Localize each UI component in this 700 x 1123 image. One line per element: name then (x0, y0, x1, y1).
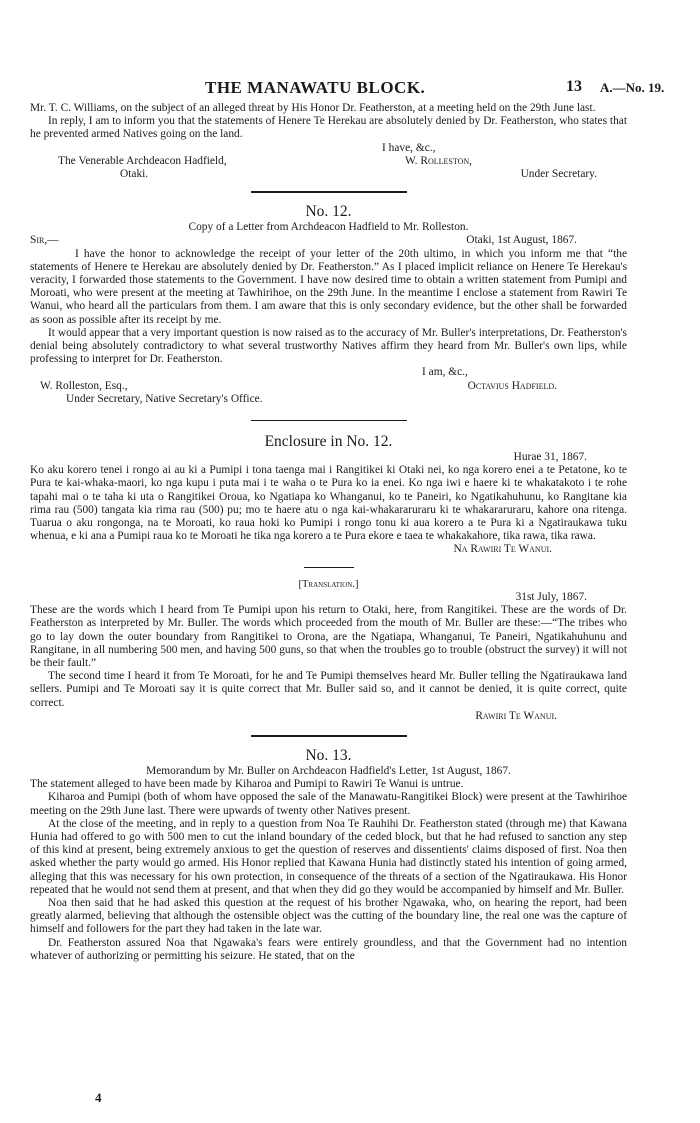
section-heading: Enclosure in No. 12. (264, 433, 393, 451)
signer: Octavius Hadfield. (467, 379, 557, 392)
divider (251, 735, 407, 737)
paragraph: It would appear that a very important question is now raised as to the accuracy of Mr. Buller's interpretations, Dr. Featherston's denial being absolutely contradictory to what several trustworthy Natives affirm they heard from Mr. Buller's own lips, while professing to interpret for Dr. Featherston. (30, 326, 627, 366)
addressee: The Venerable Archdeacon Hadfield, (58, 154, 227, 167)
signer: Rawiri Te Wanui. (475, 709, 557, 722)
signer: Na Rawiri Te Wanui. (453, 543, 552, 556)
divider (251, 420, 407, 421)
addressee: W. Rolleston, Esq., (40, 379, 128, 392)
closing: I am, &c., (422, 366, 468, 379)
addressee-office: Under Secretary, Native Secretary's Office. (66, 392, 263, 405)
salutation-row (30, 234, 627, 247)
divider (304, 567, 354, 568)
salutation: Sir,— (30, 234, 59, 247)
section-subtitle: Memorandum by Mr. Buller on Archdeacon Hadfield's Letter, 1st August, 1867. (146, 764, 511, 777)
translation-date: 31st July, 1867. (515, 590, 587, 603)
translation (30, 578, 627, 723)
paragraph: In reply, I am to inform you that the statements of Henere Te Herekau are absolutely denied by Dr. Featherston, who states that he prevented armed Natives going on the land. (30, 115, 627, 141)
page-header (0, 78, 700, 100)
paragraph: I have the honor to acknowledge the receipt of your letter of the 20th ultimo, in which you inform me that “the statements of Henere te Herekau are absolutely denied by Dr. Featherston.” As I placed implicit reliance on Henere Te Herekau's veracity, I forwarded those statements to the Government. I have now desired time to obtain a written statement from Pumipi and Moroati, who were present at the meeting at Tawhirihoe, on the 29th June. In the meantime I enclose a statement from Rawiri Te Wanui, who heard all the particulars from them. I am aware that this is only secondary evidence, but the other shall be forwarded as soon as possible after its receipt by me. (30, 247, 627, 326)
place-date: Otaki, 1st August, 1867. (466, 234, 577, 247)
memorandum-no-13 (30, 747, 627, 963)
paragraph: Kiharoa and Pumipi (both of whom have opposed the sale of the Manawatu-Rangitikei Block) were present at the Tawhirihoe meeting on the 29th June last. There were upwards of twenty other Natives present. (30, 791, 627, 817)
enclosure (30, 433, 627, 557)
paragraph: Dr. Featherston assured Noa that Ngawaka's fears were entirely groundless, and that the Government had no intention whatever of authorizing or permitting his seizure. He stated, that on the (30, 936, 627, 962)
section-subtitle: Copy of a Letter from Archdeacon Hadfield to Mr. Rolleston. (188, 221, 469, 234)
page-body (30, 102, 627, 963)
address-row (30, 168, 627, 181)
section-heading: No. 12. (305, 203, 352, 221)
signer-title: Under Secretary. (520, 168, 597, 181)
address-row (30, 380, 627, 393)
running-title: THE MANAWATU BLOCK. (205, 78, 426, 97)
letter-no-12 (30, 203, 627, 406)
enclosure-date: Hurae 31, 1867. (513, 451, 587, 464)
previous-letter-continuation (30, 102, 627, 181)
paragraph: At the close of the meeting, and in reply to a question from Noa Te Rauhihi Dr. Featherston stated (through me) that Kawana Hunia had offered to go with 500 men to cut the inland boundary of the ceded block, but that he had refused to sanction any step of this kind at present, being extremely anxious to get the question of reserves and dissentients' claims disposed of first. Noa then asked whether the party would go armed. His Honor replied that Kawana Hunia had distinctly stated his intention of going armed, alleging that this was necessary for his own protection, in consequence of the threats of a section of the Ngatiraukawa. His Honor repeated that he would not send them at present, and that when they did go they would be accompanied by himself and Mr. Buller. (30, 817, 627, 896)
paragraph: Noa then said that he had asked this question at the request of his brother Ngawaka, who, on hearing the report, had been greatly alarmed, believing that although the ostensible object was the cutting of the boundary line, the real one was the capture of himself and followers for the part they had taken in the late war. (30, 896, 627, 936)
paper-reference: A.—No. 19. (600, 80, 665, 95)
paragraph: Mr. T. C. Williams, on the subject of an alleged threat by His Honor Dr. Featherston, at a meeting held on the 29th June last. (30, 102, 596, 114)
paragraph: The second time I heard it from Te Moroati, for he and Te Pumipi themselves heard Mr. Buller telling the Ngatiraukawa land sellers. Pumipi and Te Moroati say it is quite correct that Mr. Buller said so, and it cannot be denied, it is quite correct, quite correct. (30, 670, 627, 709)
page-number: 13 (566, 78, 582, 95)
paragraph: These are the words which I heard from Te Pumipi upon his return to Otaki, here, from Rangitikei. These are the words of Dr. Featherston as interpreted by Mr. Buller. The words which proceeded from the mouth of Mr. Buller are these:—“The tribes who go to lay down the outer boundary from Rangitikei to Orona, are the Ngatiapa, Whanganui, Te Paneiri, Ngatikahuhunu and Rangitane, in all numbering 500 men, and having 500 guns, so that when the troubles go to trouble (obstruct the survey) it will not be their fault.” (30, 604, 627, 669)
divider (251, 191, 407, 193)
signer: W. Rolleston, (404, 154, 472, 167)
address-row (30, 155, 627, 168)
paragraph: The statement alleged to have been made by Kiharoa and Pumipi to Rawiri Te Wanui is untrue. (30, 778, 464, 791)
signature-mark: 4 (95, 1090, 102, 1105)
closing: I have, &c., (382, 141, 436, 154)
translation-label: [Translation.] (298, 578, 359, 590)
section-heading: No. 13. (305, 746, 352, 764)
paragraph: Ko aku korero tenei i rongo ai au ki a Pumipi i tona taenga mai i Rangitikei ki Otaki nei, ko nga korero enei a te Petatone, ko te Pura te kai-whaka-maori, ko nga kupu i puta mai i te waha o te Pura ko ia enei. Ko nga iwi e haere ki te whakatakoto i te rohe tapahi mai o te taha ki uta o Rangitikei Oroua, ko Ngatiapa ko Whanganui, ko te Paneiri, ko Ngatikahuhunu, ko Rangitane kia rima rau (500) tangata kia rima rau (500) pu; mo te haere atu o nga kai-whakararuraru ki te whakararuraru, kahore ona ritenga. Tuarua o aku rongonga, na te Moroati, ko raua hoki ko Pumipi i rongo tonu ki aua korero a te Pura ki a Ngatiraukawa tuku whenua, e ki ana a Pumipi raua ko te Moroati he tika nga korero a te Pura ekore e taea te whakakahore, tika rawa, tika rawa. (30, 464, 627, 543)
addressee-place: Otaki. (120, 168, 149, 181)
